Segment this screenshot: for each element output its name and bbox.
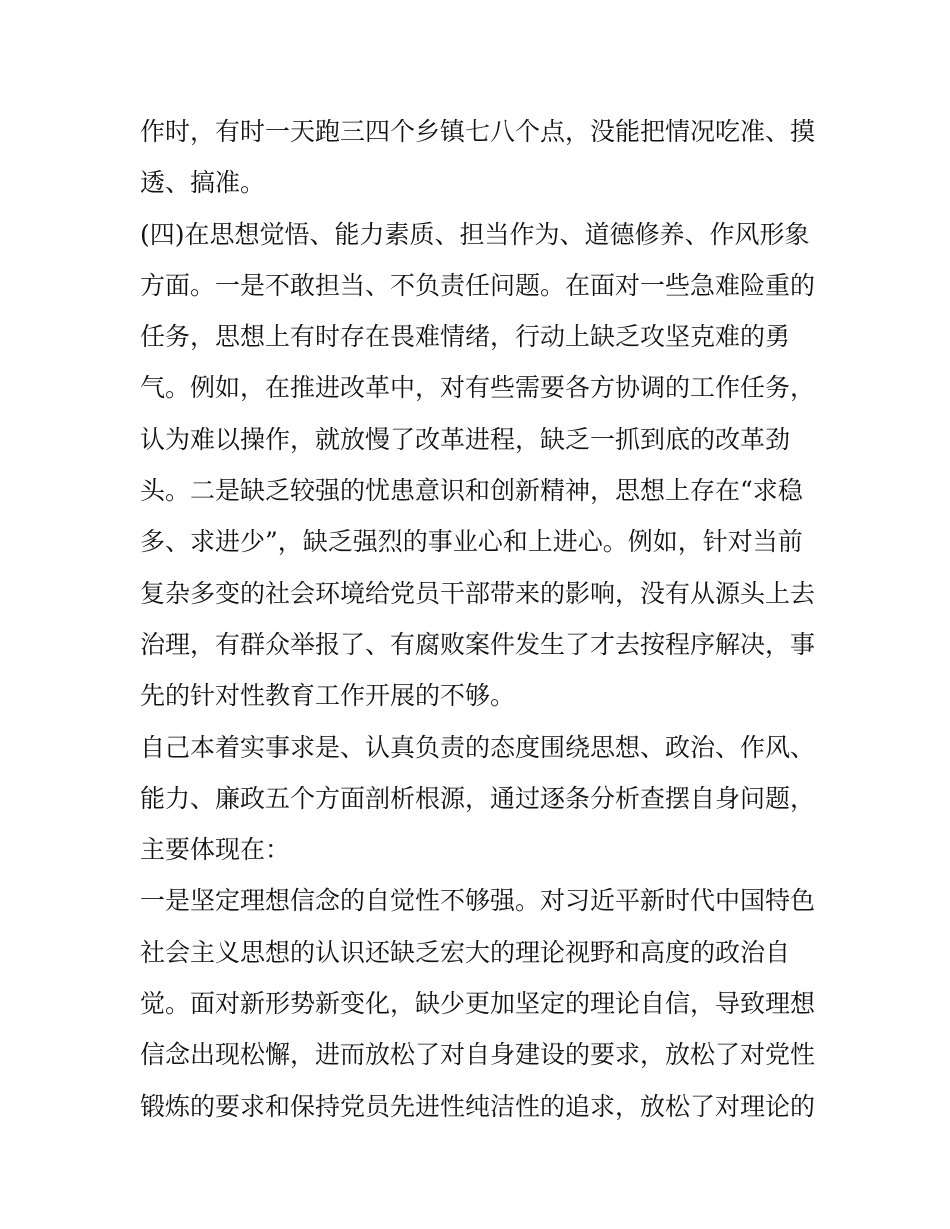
- text-line: 治理，有群众举报了、有腐败案件发生了才去按程序解决，事: [140, 629, 816, 659]
- text-line: 能力、廉政五个方面剖析根源，通过逐条分析查摆自身问题，: [140, 783, 816, 813]
- text-line: 先的针对性教育工作开展的不够。: [140, 681, 516, 711]
- text-line: 自己本着实事求是、认真负责的态度围绕思想、政治、作风、: [140, 732, 816, 762]
- text-line: 锻炼的要求和保持党员先进性纯洁性的追求，放松了对理论的: [140, 1091, 816, 1121]
- body-text: [140, 106, 820, 1132]
- text-line: 一是坚定理想信念的自觉性不够强。对习近平新时代中国特色: [140, 886, 816, 916]
- text-line: 信念出现松懈，进而放松了对自身建设的要求，放松了对党性: [140, 1040, 816, 1070]
- text-line: 头。二是缺乏较强的忧患意识和创新精神，思想上存在“求稳: [140, 476, 803, 506]
- text-line: 气。例如，在推进改革中，对有些需要各方协调的工作任务，: [140, 373, 816, 403]
- text-line: 复杂多变的社会环境给党员干部带来的影响，没有从源头上去: [140, 578, 816, 608]
- text-line: 觉。面对新形势新变化，缺少更加坚定的理论自信，导致理想: [140, 989, 816, 1019]
- text-line: 多、求进少”，缺乏强烈的事业心和上进心。例如，针对当前: [140, 527, 803, 557]
- text-line: 主要体现在：: [140, 835, 291, 865]
- text-line: 认为难以操作，就放慢了改革进程，缺乏一抓到底的改革劲: [140, 424, 791, 454]
- text-line: 任务，思想上有时存在畏难情绪，行动上缺乏攻坚克难的勇: [140, 322, 791, 352]
- text-line: 作时，有时一天跑三四个乡镇七八个点，没能把情况吃准、摸: [140, 117, 816, 146]
- text-line: 社会主义思想的认识还缺乏宏大的理论视野和高度的政治自: [140, 937, 791, 967]
- section-heading-line: (四)在思想觉悟、能力素质、担当作为、道德修养、作风形象: [140, 219, 810, 249]
- text-line: 透、搞准。: [140, 168, 266, 198]
- text-line: 方面。一是不敢担当、不负责任问题。在面对一些急难险重的: [140, 270, 816, 300]
